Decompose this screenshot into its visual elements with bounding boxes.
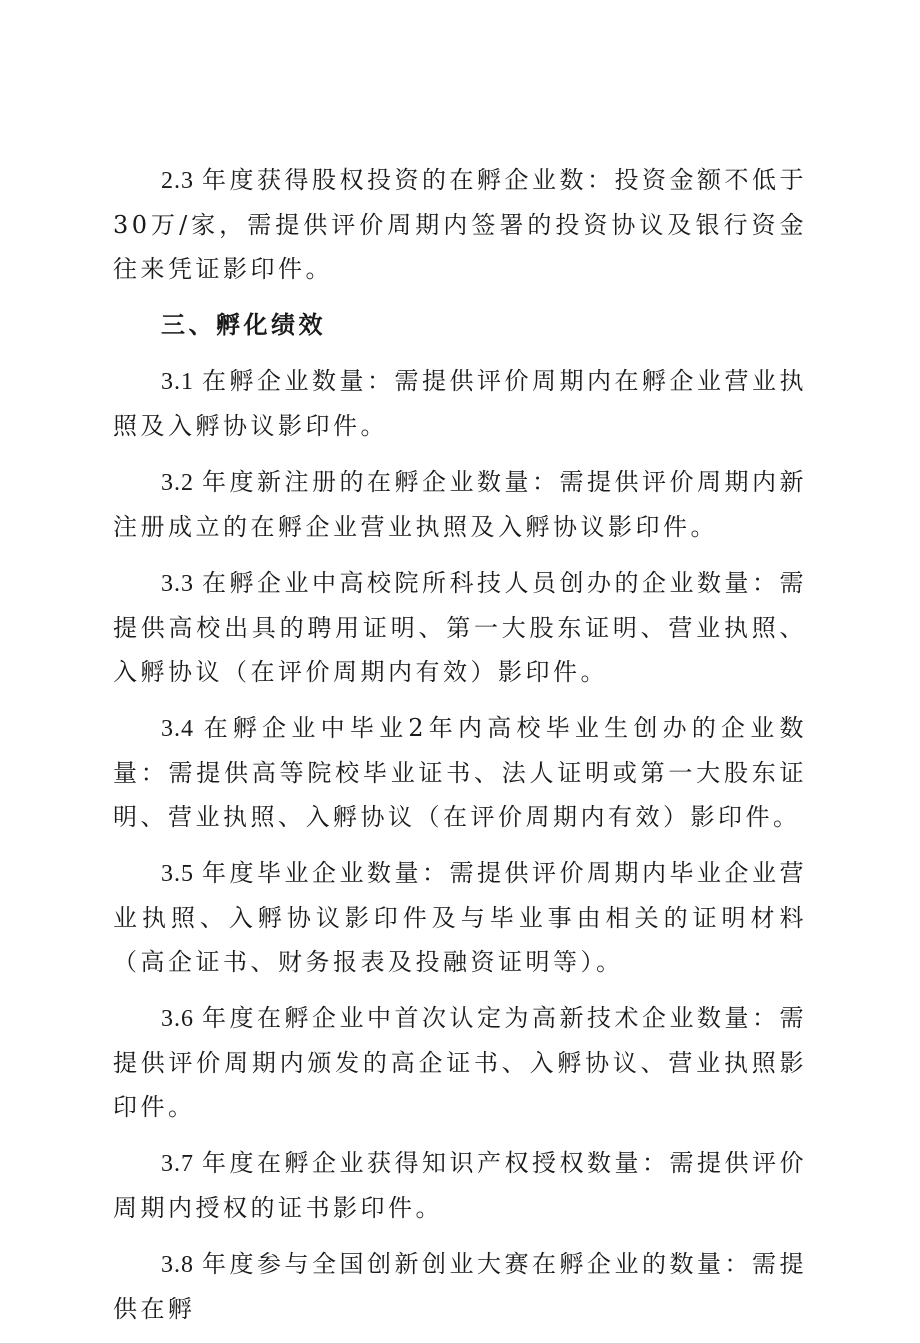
paragraph-text: 在孵企业中高校院所科技人员创办的企业数量：需提供高校出具的聘用证明、第一大股东证明、营业执照、入孵协议（在评价周期内有效）影印件。 <box>113 569 807 686</box>
paragraph-3-6 <box>113 996 807 1129</box>
paragraph-number: 3.6 <box>161 1006 194 1032</box>
paragraph-3-4 <box>113 706 807 839</box>
paragraph-3-1 <box>113 359 807 448</box>
paragraph-3-7 <box>113 1141 807 1230</box>
paragraph-3-3 <box>113 561 807 694</box>
document-body <box>113 158 807 1343</box>
paragraph-text: 在孵企业数量：需提供评价周期内在孵企业营业执照及入孵协议影印件。 <box>113 367 807 440</box>
paragraph-3-8 <box>113 1242 807 1331</box>
paragraph-text: 在孵企业中毕业2年内高校毕业生创办的企业数量：需提供高等院校毕业证书、法人证明或第一大股东证明、营业执照、入孵协议（在评价周期内有效）影印件。 <box>113 714 807 831</box>
paragraph-number: 3.1 <box>161 369 194 395</box>
paragraph-number: 3.7 <box>161 1151 194 1177</box>
paragraph-text: 年度获得股权投资的在孵企业数：投资金额不低于30万/家，需提供评价周期内签署的投资协议及银行资金往来凭证影印件。 <box>113 166 807 283</box>
section-heading-incubation-performance <box>113 303 807 347</box>
paragraph-text: 年度新注册的在孵企业数量：需提供评价周期内新注册成立的在孵企业营业执照及入孵协议影印件。 <box>113 468 807 541</box>
paragraph-number: 3.2 <box>161 470 194 496</box>
paragraph-3-2 <box>113 460 807 549</box>
paragraph-text: 年度在孵企业中首次认定为高新技术企业数量：需提供评价周期内颁发的高企证书、入孵协议、营业执照影印件。 <box>113 1004 807 1121</box>
paragraph-number: 3.5 <box>161 861 194 887</box>
paragraph-number: 2.3 <box>161 168 194 194</box>
section-heading-text: 三、孵化绩效 <box>161 311 326 339</box>
paragraph-2-3 <box>113 158 807 291</box>
paragraph-3-5 <box>113 851 807 984</box>
paragraph-text: 年度参与全国创新创业大赛在孵企业的数量：需提供在孵 <box>113 1250 807 1323</box>
paragraph-number: 3.3 <box>161 571 194 597</box>
paragraph-number: 3.4 <box>161 716 194 742</box>
paragraph-number: 3.8 <box>161 1252 194 1278</box>
paragraph-text: 年度在孵企业获得知识产权授权数量：需提供评价周期内授权的证书影印件。 <box>113 1149 807 1222</box>
paragraph-text: 年度毕业企业数量：需提供评价周期内毕业企业营业执照、入孵协议影印件及与毕业事由相关的证明材料（高企证书、财务报表及投融资证明等）。 <box>113 859 807 976</box>
